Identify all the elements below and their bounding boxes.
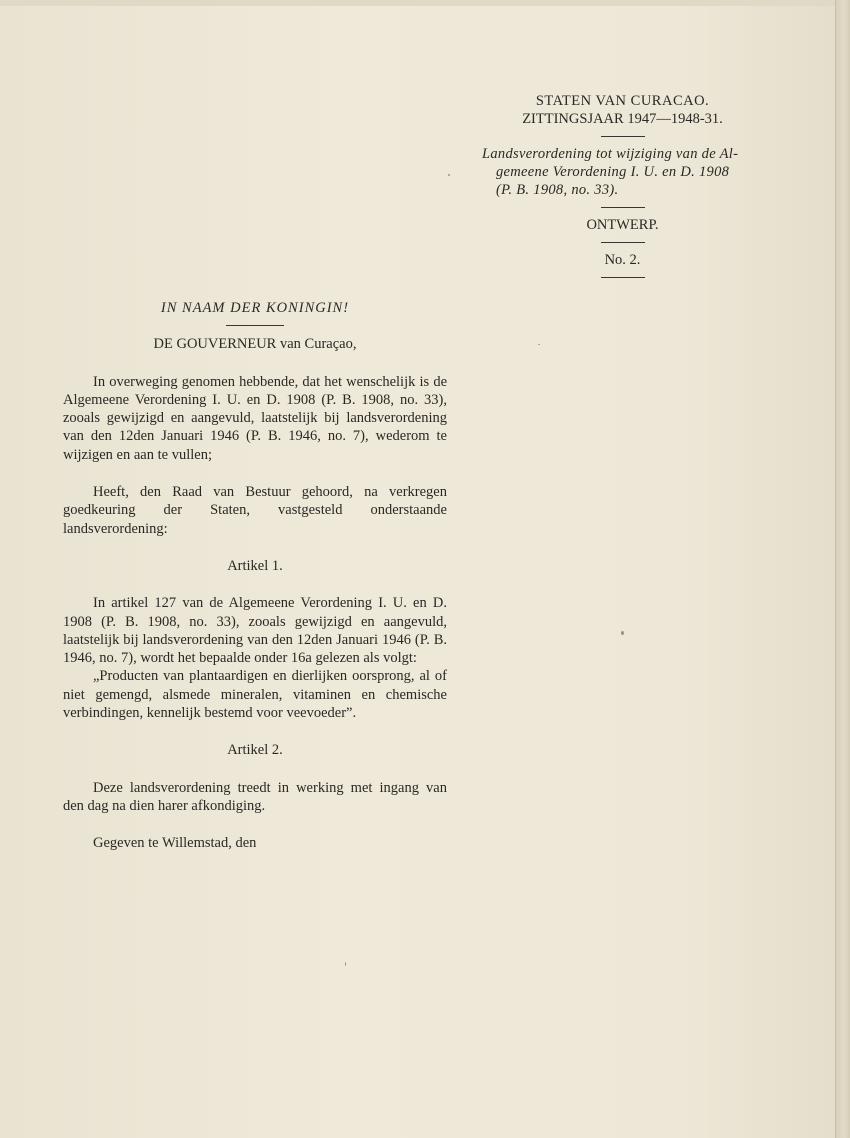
ordinance-title [482,145,775,199]
header-divider-1 [601,136,645,137]
governor-line: DE GOUVERNEUR van Curaçao, [153,336,357,353]
ordinance-title-line-3: (P. B. 1908, no. 33). [496,182,619,198]
article-1-text: In artikel 127 van de Algemeene Verordening I. U. en D. 1908 (P. B. 1908, no. 33), zooals gewijzigd en aangevuld, laatstelijk bij landsverordening van den 12den Januari 1946 (P. B. 1946, no. 7), wordt het bepaalde onder 16a gelezen als volgt: [63,595,447,667]
article-2-text: Deze landsverordening treedt in werking met ingang van den dag na dien harer afkondiging. [63,779,447,814]
draft-label: ONTWERP. [586,217,659,233]
paper-top-edge [0,0,850,6]
ordinance-title-line-2: gemeene Verordening I. U. en D. 1908 [496,164,730,180]
paper-right-edge [835,0,850,1138]
header-divider-3 [601,242,645,243]
paper-speck [345,962,346,966]
ordinance-title-line-1: Landsverordening tot wijziging van de Al- [482,146,739,162]
ordinance-body [63,299,447,853]
header-divider-2 [601,207,645,208]
session-year: ZITTINGSJAAR 1947—1948-31. [522,111,723,127]
document-header [470,92,775,286]
paper-speck [621,631,624,635]
invocation-divider [226,325,284,326]
document-number: No. 2. [604,252,641,268]
header-divider-4 [601,277,645,278]
article-2-heading: Artikel 2. [227,742,283,759]
invocation: IN NAAM DER KONINGIN! [160,300,350,316]
preamble-paragraph: In overweging genomen hebbende, dat het wenschelijk is de Algemeene Verordening I. U. en D. 1908 (P. B. 1908, no. 33), zooals gewijzigd en aangevuld, laatstelijk bij landsverordening van den 12den Januari 1946 (P. B. 1946, no. 7), wederom te wijzigen en aan te vullen; [63,373,447,463]
article-1-heading: Artikel 1. [227,557,283,574]
institution-name: STATEN VAN CURACAO. [535,93,710,109]
closing-line: Gegeven te Willemstad, den [93,835,257,852]
paper-speck [448,174,450,176]
paper-speck [538,344,540,345]
enactment-paragraph: Heeft, den Raad van Bestuur gehoord, na verkregen goedkeuring der Staten, vastgesteld onderstaande landsverordening: [63,484,447,537]
article-1-quote: „Producten van plantaardigen en dierlijken oorsprong, al of niet gemengd, alsmede mineralen, vitaminen en chemische verbindingen, kennelijk bestemd voor veevoeder”. [63,668,447,722]
